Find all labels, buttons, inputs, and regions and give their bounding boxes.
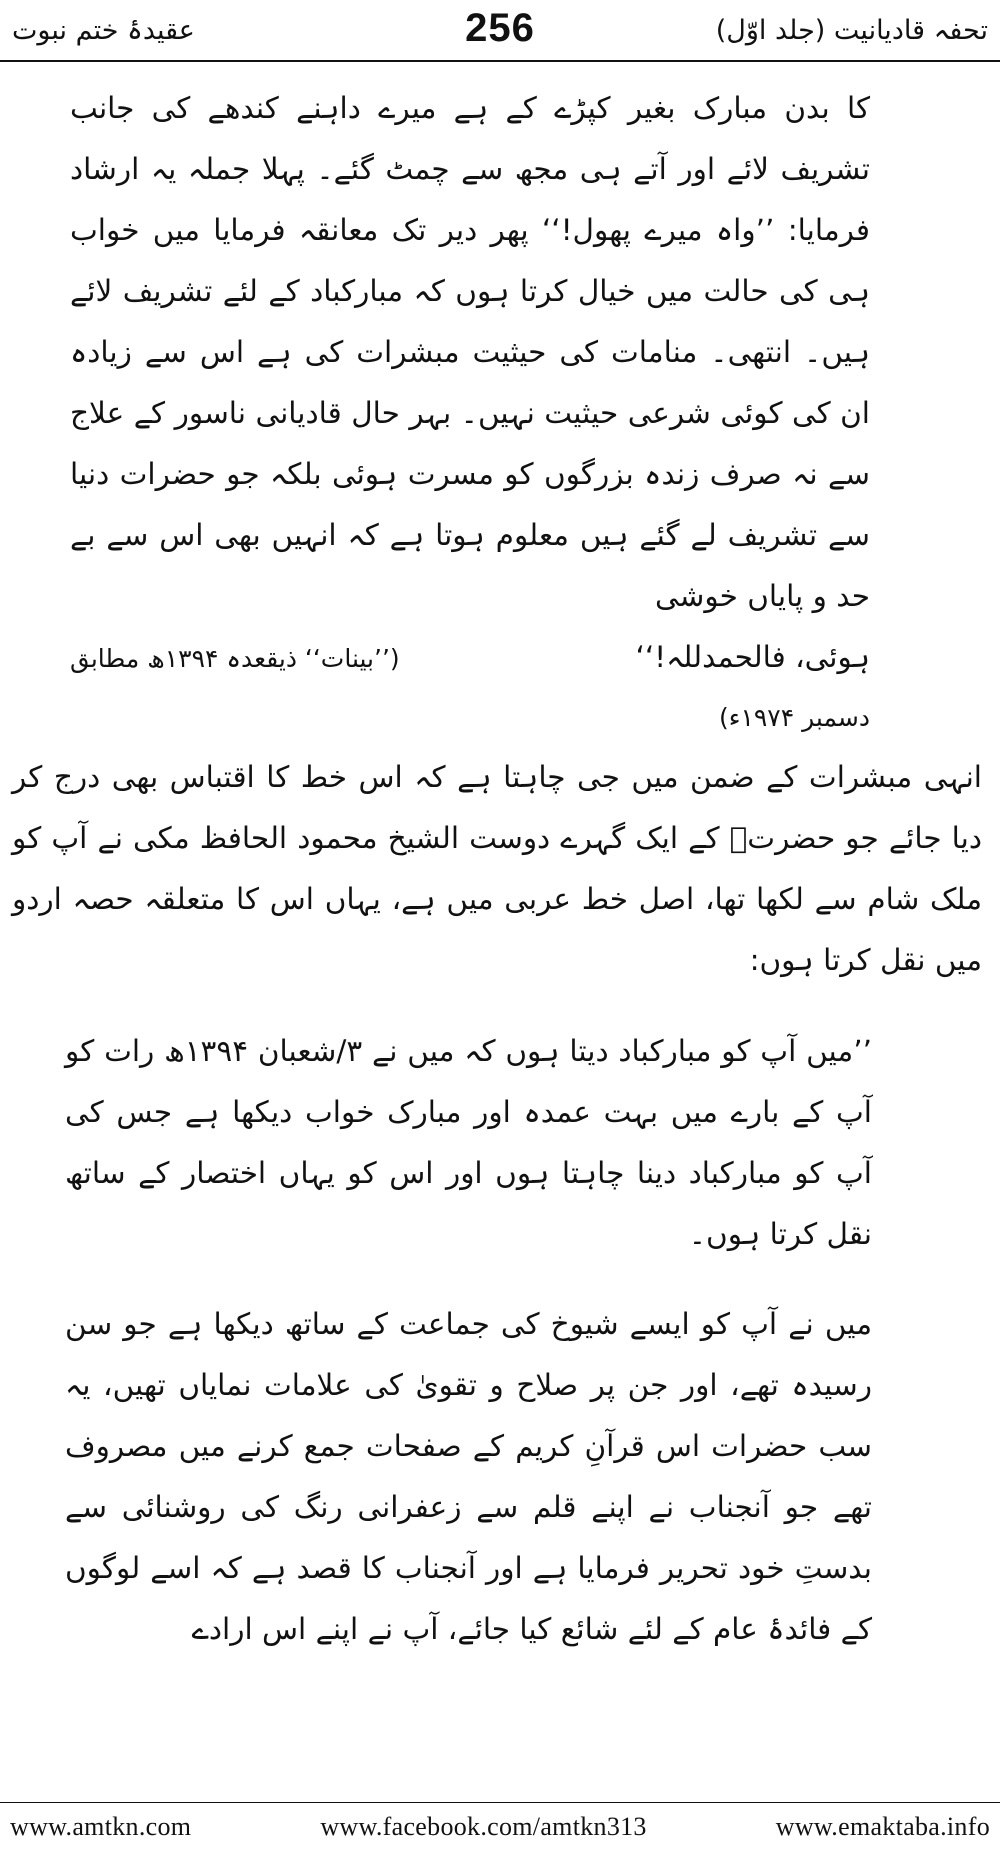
page-header	[0, 0, 1000, 62]
quote-closing-row	[70, 627, 870, 689]
letter-quote	[0, 1021, 1000, 1661]
header-right-title: تحفہ قادیانیت (جلد اوّل)	[715, 14, 988, 46]
main-text	[0, 747, 1000, 991]
quote-paragraph: کا بدن مبارک بغیر کپڑے کے ہے میرے داہنے کندھے کی جانب تشریف لائے اور آتے ہی مجھ سے چمٹ گئے۔ پہلا جملہ یہ ارشاد فرمایا: ’’واہ میرے پھول!‘‘ پھر دیر تک معانقہ فرمایا میں خواب ہی کی حالت میں خیال کرتا ہوں کہ مبارکباد کے لئے تشریف لائے ہیں۔ انتھی۔ منامات کی حیثیت مبشرات کی ہے اس سے زیادہ ان کی کوئی شرعی حیثیت نہیں۔ بہر حال قادیانی ناسور کے علاج سے نہ صرف زندہ بزرگوں کو مسرت ہوئی بلکہ جو حضرات دنیا سے تشریف لے گئے ہیں معلوم ہوتا ہے کہ انہیں بھی اس سے بے حد و پایاں خوشی	[70, 91, 870, 613]
letter-paragraph-1: ’’میں آپ کو مبارکباد دیتا ہوں کہ میں نے ۳/شعبان ۱۳۹۴ھ رات کو آپ کے بارے میں بہت عمدہ اور مبارک خواب دیکھا ہے جس کی آپ کو مبارکباد دینا چاہتا ہوں اور اس کو یہاں اختصار کے ساتھ نقل کرتا ہوں۔	[65, 1033, 872, 1251]
quote-last-line: ہوئی، فالحمدللہ!‘‘	[635, 640, 870, 674]
page-footer	[0, 1802, 1000, 1850]
footer-site-3: www.emaktaba.info	[775, 1811, 990, 1841]
source-reference-date: دسمبر ۱۹۷۴ء)	[718, 703, 870, 732]
footer-site-1: www.amtkn.com	[10, 1811, 192, 1841]
page-body	[0, 78, 1000, 1690]
header-left-title: عقیدۂ ختم نبوت	[12, 14, 195, 46]
page-number: 256	[465, 6, 535, 50]
main-paragraph: انہی مبشرات کے ضمن میں جی چاہتا ہے کہ اس خط کا اقتباس بھی درج کر دیا جائے جو حضرتؒ کے ایک گہرے دوست الشیخ محمود الحافظ مکی نے آپ کو ملک شام سے لکھا تھا، اصل خط عربی میں ہے، یہاں اس کا متعلقہ حصہ اردو میں نقل کرتا ہوں:	[12, 760, 982, 977]
quote-block	[0, 78, 1000, 747]
source-reference: (’’بینات‘‘ ذیقعدہ ۱۳۹۴ھ مطابق	[70, 644, 400, 673]
footer-site-2: www.facebook.com/amtkn313	[320, 1811, 647, 1841]
letter-paragraph-2: میں نے آپ کو ایسے شیوخ کی جماعت کے ساتھ دیکھا ہے جو سن رسیدہ تھے، اور جن پر صلاح و تقویٰ کی علامات نمایاں تھیں، یہ سب حضرات اس قرآنِ کریم کے صفحات جمع کرنے میں مصروف تھے جو آنجناب نے اپنے قلم سے زعفرانی رنگ کی روشنائی سے بدستِ خود تحریر فرمایا ہے اور آنجناب کا قصد ہے کہ اسے لوگوں کے فائدۂ عام کے لئے شائع کیا جائے، آپ نے اپنے اس ارادے	[65, 1307, 872, 1646]
